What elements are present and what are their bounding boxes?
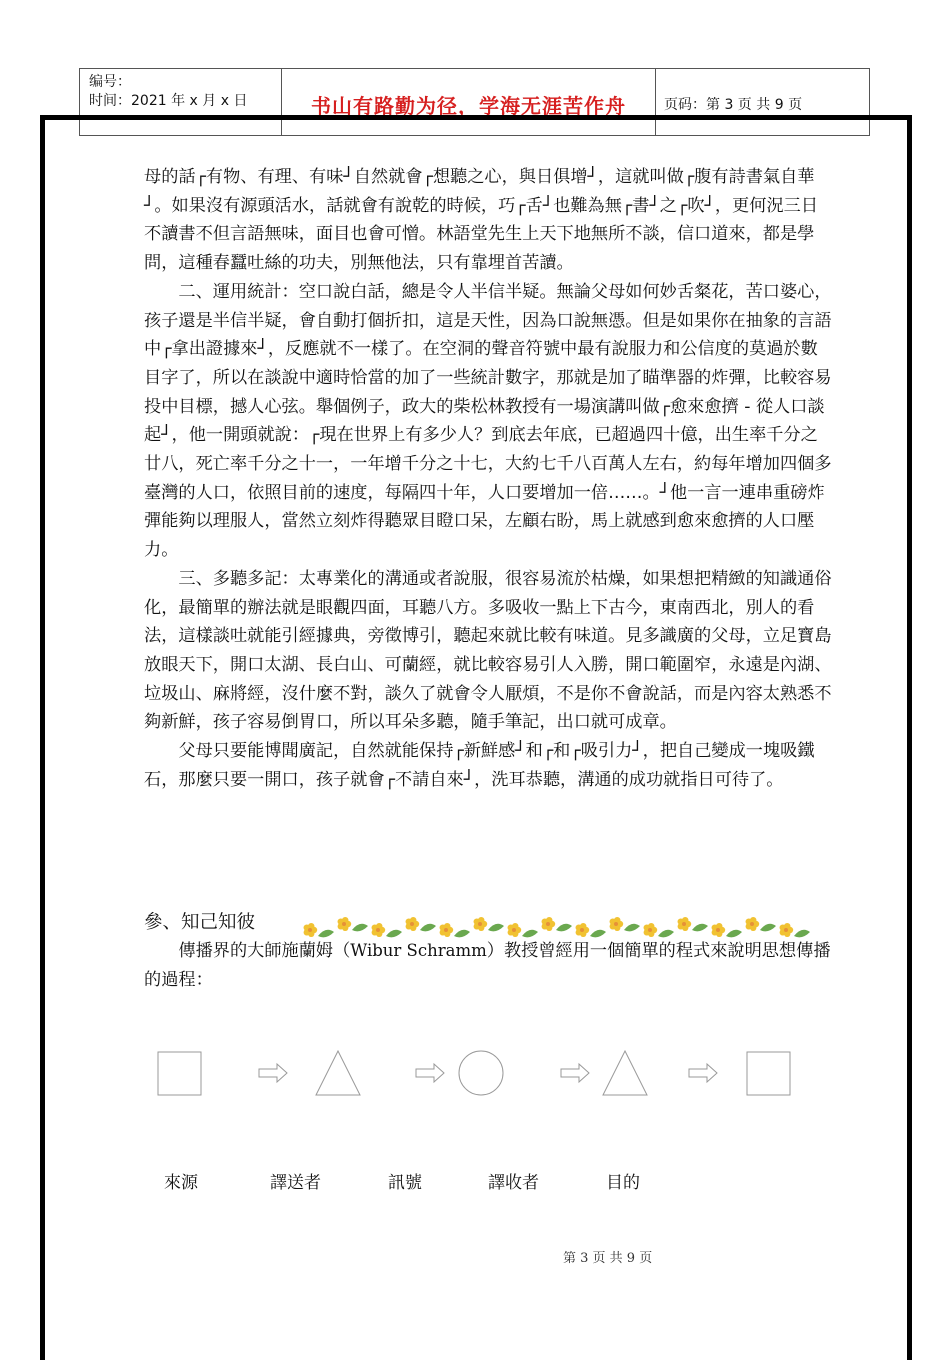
decoder-triangle-shape: [603, 1051, 647, 1095]
paragraph: 三、多聽多記：太專業化的溝通或者說服，很容易流於枯燥，如果想把精緻的知識通俗化，最簡單的辦法就是眼觀四面，耳聽八方。多吸收一點上下古今，東南西北，別人的看法，這樣談吐就能引經據典，旁徵博引，聽起來就比較有味道。見多識廣的父母，立足寶島放眼天下，開口太湖、長白山、可蘭經，就比較容易引人入勝，開口範圍窄，永遠是內湖、垃圾山、麻將經，沒什麼不對，談久了就會令人厭煩，不是你不會說話，而是內容太熟悉不夠新鮮，孩子容易倒胃口，所以耳朵多聽，隨手筆記，出口就可成章。: [144, 568, 832, 733]
section-title: 參、知己知彼: [144, 912, 256, 933]
diagram-label: 目的: [606, 1173, 640, 1193]
communication-diagram: [150, 1045, 800, 1105]
leaf-icon: [488, 924, 504, 932]
leaf-icon: [420, 924, 436, 932]
schramm-text-before: 傳播界的大師施蘭姆（: [178, 941, 351, 961]
paragraph: 父母只要能博聞廣記，自然就能保持┌新鮮感┘和┌和┌吸引力┘，把自己變成一塊吸鐵石，那麼只要一開口，孩子就會┌不請自來┘，洗耳恭聽，溝通的成功就指日可待了。: [144, 741, 815, 790]
header-motto: 书山有路勤为径，学海无涯苦作舟: [311, 94, 626, 118]
schramm-text-after: ）教授曾經用一個簡單的程式來說明思想傳播的過程：: [144, 941, 831, 990]
arrow-icon: [561, 1064, 589, 1082]
header-top-rule: [79, 68, 870, 69]
destination-square-shape: [747, 1052, 790, 1095]
arrow-icon: [689, 1064, 717, 1082]
flower-icon: [712, 923, 726, 937]
flower-icon: [372, 923, 386, 937]
leaf-icon: [352, 924, 368, 932]
arrow-icon: [416, 1064, 444, 1082]
header-time-label: 时间：2021 年 x 月 x 日: [89, 93, 248, 109]
flower-icon: [610, 917, 624, 931]
encoder-triangle-shape: [316, 1051, 360, 1095]
schramm-paragraph: [144, 937, 834, 994]
flower-icon: [678, 917, 692, 931]
diagram-label: 譯收者: [488, 1173, 539, 1193]
schramm-name: Wibur Schramm: [350, 941, 487, 960]
flower-icon: [746, 917, 760, 931]
signal-circle-shape: [459, 1051, 503, 1095]
diagram-label: 來源: [164, 1173, 198, 1193]
flower-icon: [304, 923, 318, 937]
diagram-label: 譯送者: [270, 1173, 321, 1193]
flower-icon: [644, 923, 658, 937]
flower-icon: [440, 923, 454, 937]
flower-icon: [474, 917, 488, 931]
arrow-icon: [259, 1064, 287, 1082]
flower-icon: [508, 923, 522, 937]
paragraph: 母的話┌有物、有理、有味┘自然就會┌想聽之心，與日俱增┘，這就叫做┌腹有詩書氣自華┘。如果沒有源頭活水，話就會有說乾的時候，巧┌舌┘也難為無┌書┘之┌吹┘，更何況三日不讀書不但言語無味，面目也會可憎。林語堂先生上天下地無所不談，信口道來，都是學問，這種春蠶吐絲的功夫，別無他法，只有靠埋首苦讀。: [144, 167, 819, 274]
header-page-label: 页码：第 3 页 共 9 页: [664, 97, 803, 113]
leaf-icon: [556, 924, 572, 932]
flower-icon: [406, 917, 420, 931]
paragraph: 二、運用統計：空口說白話，總是令人半信半疑。無論父母如何妙舌粲花，苦口婆心，孩子還是半信半疑，會自動打個折扣，這是天性，因為口說無憑。但是如果你在抽象的言語中┌拿出證據來┘，反應就不一樣了。在空洞的聲音符號中最有說服力和公信度的莫過於數目字了，所以在談說中適時恰當的加了一些統計數字，那就是加了瞄準器的炸彈，比較容易投中目標，撼人心弦。舉個例子，政大的柴松林教授有一場演講叫做┌愈來愈擠 - 從人口談起┘，他一開頭就說：┌現在世界上有多少人？到底去年底，已超過四十億，出生率千分之廿八，死亡率千分之十一，一年增千分之十七，大約七千八百萬人左右，約每年增加四個多臺灣的人口，依照目前的速度，每隔四十年，人口要增加一倍……。┘他一言一連串重磅炸彈能夠以理服人，當然立刻炸得聽眾目瞪口呆，左顧右盼，馬上就感到愈來愈擠的人口壓力。: [144, 281, 832, 561]
leaf-icon: [624, 924, 640, 932]
flower-icon: [576, 923, 590, 937]
page-footer: 第 3 页 共 9 页: [563, 1251, 653, 1266]
flower-icon: [338, 917, 352, 931]
header-number-label: 编号：: [89, 74, 131, 90]
leaf-icon: [692, 924, 708, 932]
body-text: [144, 163, 834, 794]
leaf-icon: [760, 924, 776, 932]
flower-icon: [542, 917, 556, 931]
flower-icon: [780, 923, 794, 937]
source-square-shape: [158, 1052, 201, 1095]
diagram-label: 訊號: [388, 1173, 422, 1193]
